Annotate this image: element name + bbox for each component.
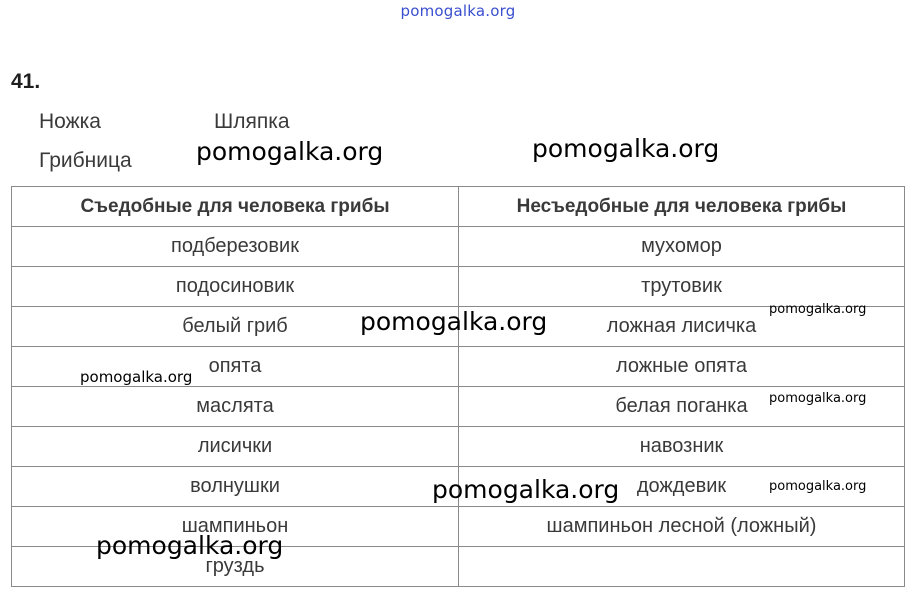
watermark: pomogalka.org — [769, 302, 867, 317]
inedible-cell: белая поганка — [459, 387, 905, 427]
watermark: pomogalka.org — [769, 391, 867, 406]
mushroom-table — [11, 186, 905, 587]
watermark: pomogalka.org — [96, 531, 284, 560]
term-stem: Ножка — [39, 110, 101, 133]
table-row — [12, 227, 905, 267]
edible-cell: волнушки — [12, 467, 459, 507]
inedible-cell: навозник — [459, 427, 905, 467]
edible-cell: лисички — [12, 427, 459, 467]
edible-cell: подосиновик — [12, 267, 459, 307]
table-row — [12, 267, 905, 307]
watermark: pomogalka.org — [80, 368, 193, 386]
inedible-cell: ложная лисичка — [459, 307, 905, 347]
inedible-cell: шампиньон лесной (ложный) — [459, 507, 905, 547]
edible-cell: подберезовик — [12, 227, 459, 267]
watermark: pomogalka.org — [769, 479, 867, 494]
watermark: pomogalka.org — [532, 134, 720, 163]
term-mycelium: Грибница — [39, 149, 132, 172]
watermark: pomogalka.org — [360, 307, 548, 336]
header-inedible: Несъедобные для человека грибы — [459, 187, 905, 227]
edible-cell: белый гриб — [12, 307, 459, 347]
term-cap: Шляпка — [214, 110, 290, 133]
exercise-number: 41. — [11, 70, 41, 93]
table-row — [12, 427, 905, 467]
inedible-cell — [459, 547, 905, 587]
inedible-cell: дождевик — [459, 467, 905, 507]
inedible-cell: мухомор — [459, 227, 905, 267]
top-watermark: pomogalka.org — [400, 2, 516, 20]
table-header-row — [12, 187, 905, 227]
edible-cell: маслята — [12, 387, 459, 427]
watermark: pomogalka.org — [432, 475, 620, 504]
edible-cell: шампиньон — [12, 507, 459, 547]
inedible-cell: ложные опята — [459, 347, 905, 387]
header-edible: Съедобные для человека грибы — [12, 187, 459, 227]
watermark: pomogalka.org — [196, 137, 384, 166]
edible-cell: опята — [12, 347, 459, 387]
inedible-cell: трутовик — [459, 267, 905, 307]
edible-cell: груздь — [12, 547, 459, 587]
